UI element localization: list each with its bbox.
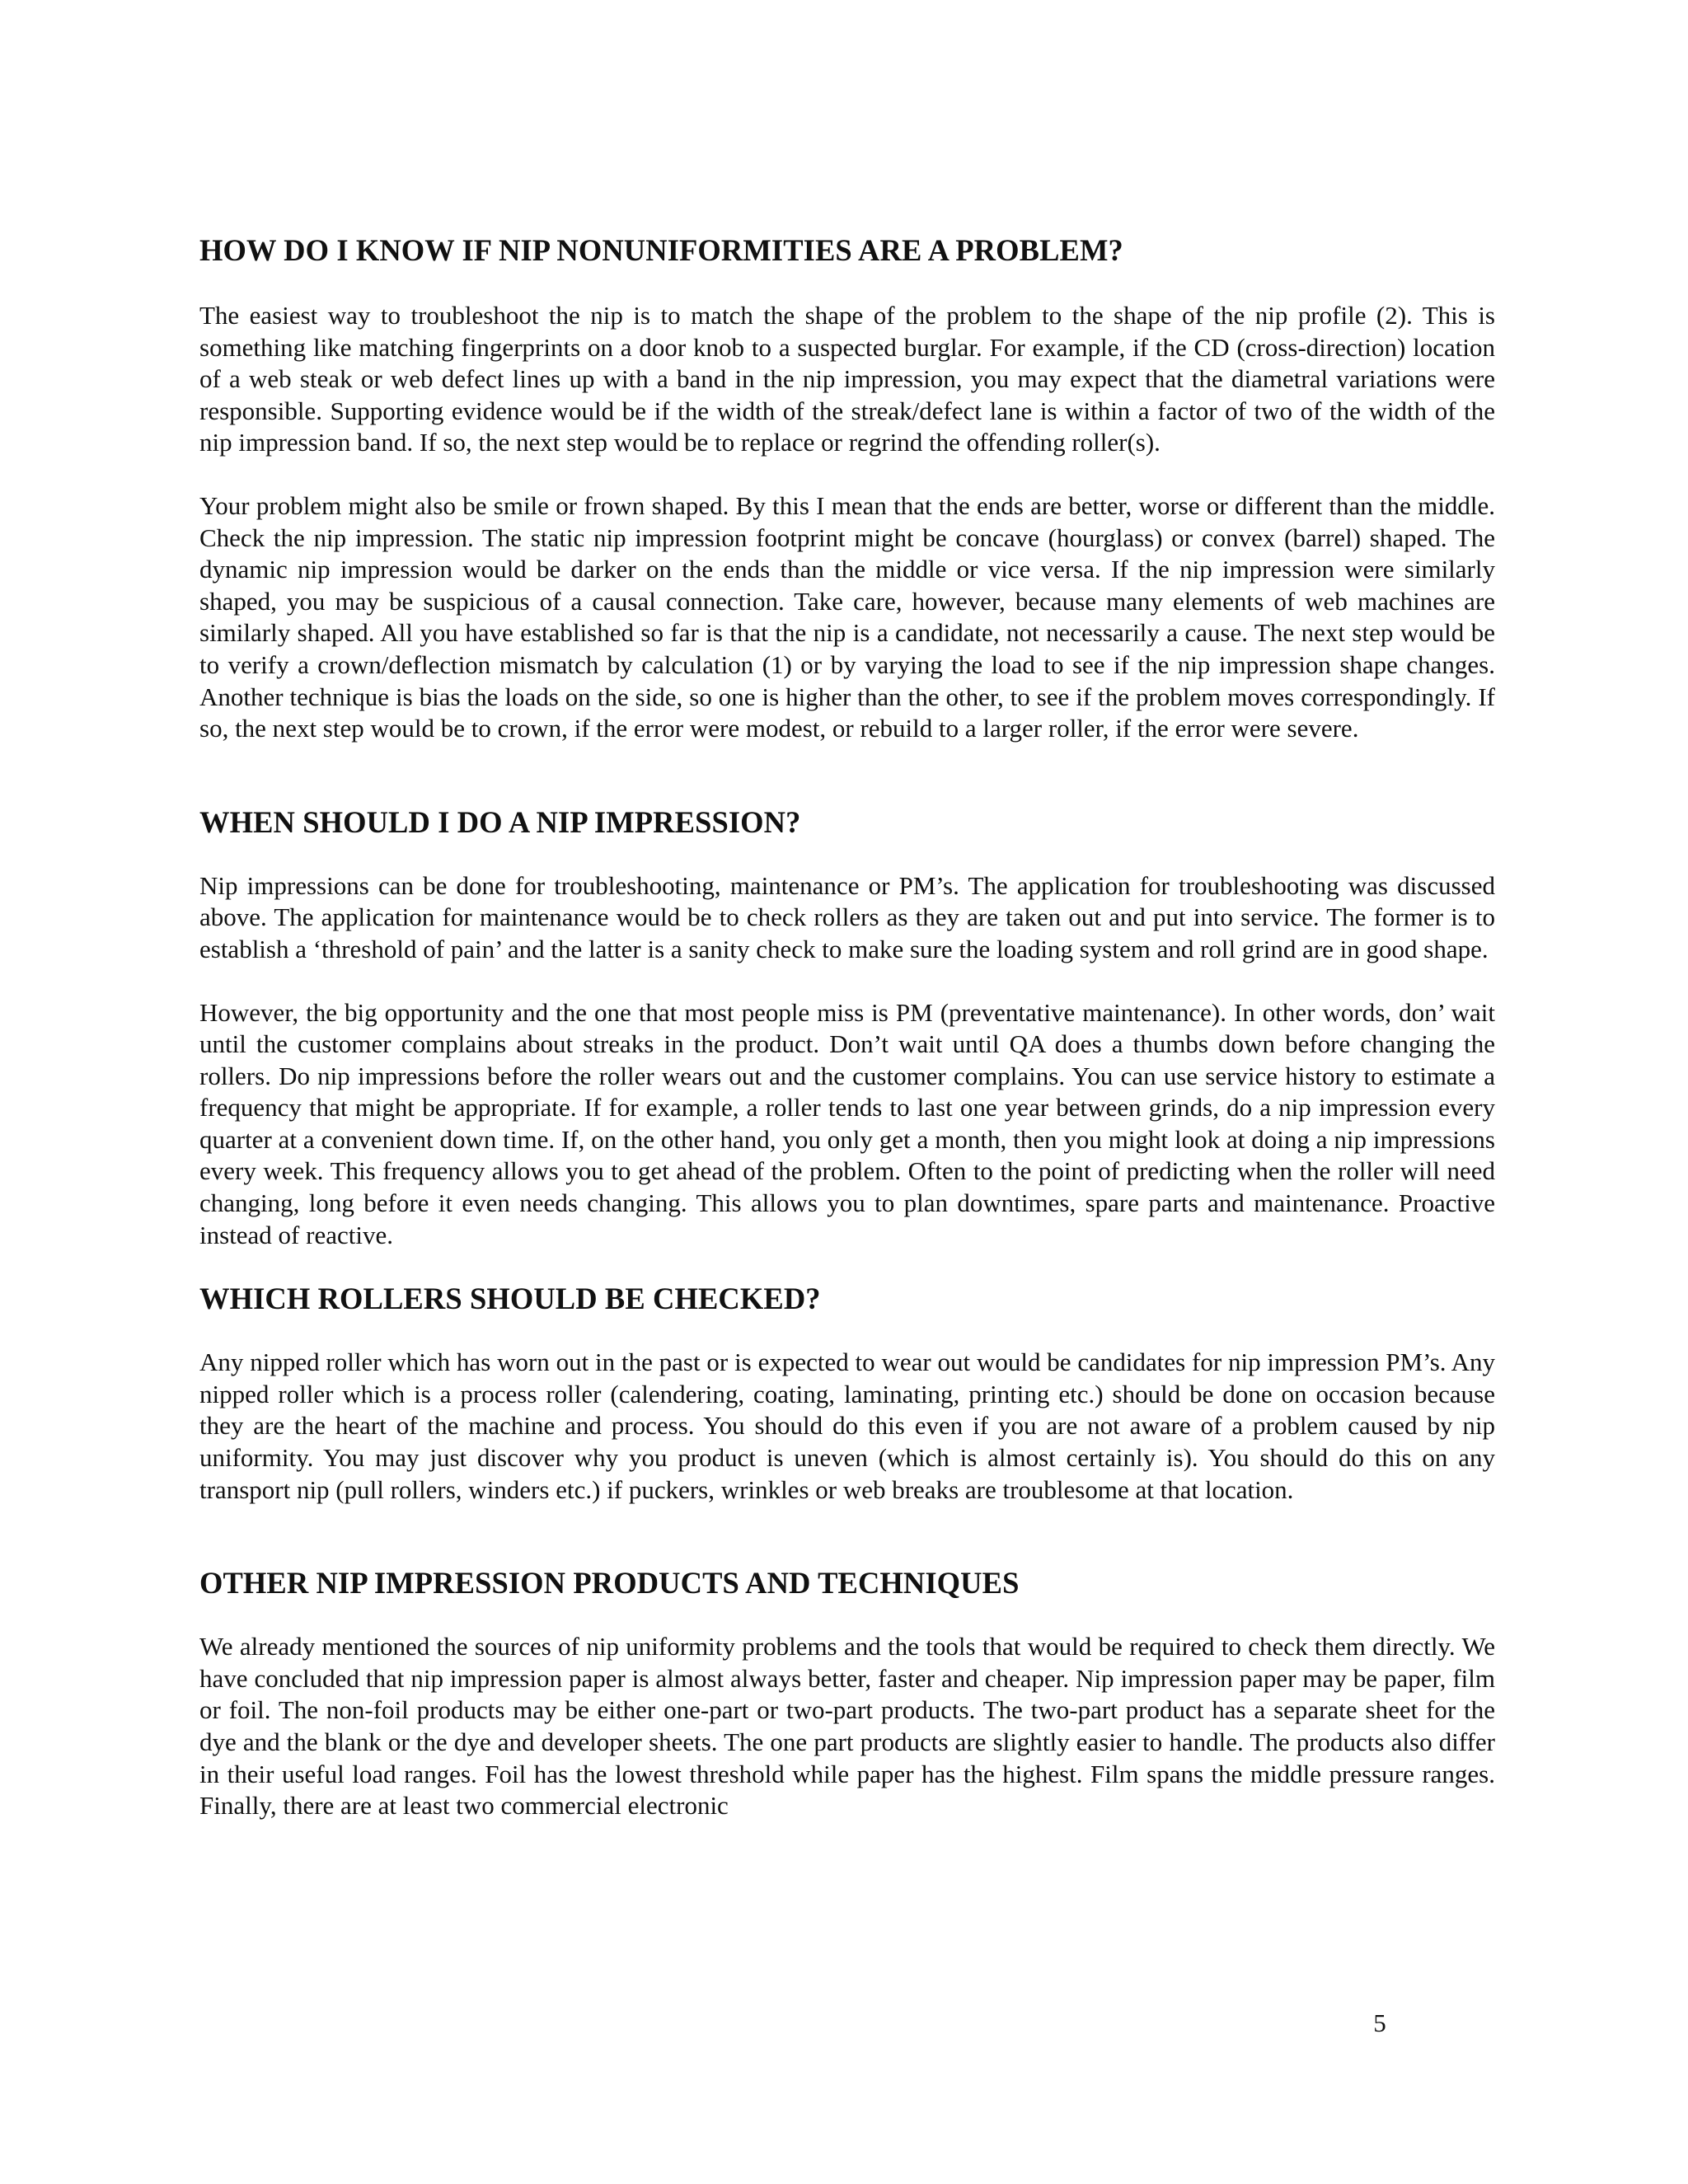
section-heading-which-rollers: WHICH ROLLERS SHOULD BE CHECKED? bbox=[199, 1282, 821, 1316]
paragraph-nip-impression-uses: Nip impressions can be done for troubleshooting, maintenance or PM’s. The application for troubleshooting was discussed above. The application for maintenance would be to check rollers as they are taken out and put into service. The former is to establish a ‘threshold of pain’ and the latter is a sanity check to make sure the loading system and roll grind are in good shape. bbox=[199, 870, 1495, 963]
paragraph-smile-frown: Your problem might also be smile or frown shaped. By this I mean that the ends are better, worse or different than the middle. Check the nip impression. The static nip impression footprint might be concave (hourglass) or convex (barrel) shaped. The dynamic nip impression would be darker on the ends than the middle or vice versa. If the nip impression were similarly shaped, you may be suspicious of a causal connection. Take care, however, because many elements of web machines are similarly shaped. All you have established so far is that the nip is a candidate, not necessarily a cause. The next step would be to verify a crown/deflection mismatch by calculation (1) or by varying the load to see if the nip impression shape changes. Another technique is bias the loads on the side, so one is higher than the other, to see if the problem moves correspondingly. If so, the next step would be to crown, if the error were modest, or rebuild to a larger roller, if the error were severe. bbox=[199, 490, 1495, 743]
paragraph-nip-impression-products: We already mentioned the sources of nip uniformity problems and the tools that would be required to check them directly. We have concluded that nip impression paper is almost always better, faster and cheaper. Nip impression paper may be paper, film or foil. The non-foil products may be either one-part or two-part products. The two-part product has a separate sheet for the dye and the blank or the dye and developer sheets. The one part products are slightly easier to handle. The products also differ in their useful load ranges. Foil has the lowest threshold while paper has the highest. Film spans the middle pressure ranges. Finally, there are at least two commercial electronic bbox=[199, 1632, 1495, 1821]
paragraph-troubleshoot-nip: The easiest way to troubleshoot the nip is to match the shape of the problem to the shape of the nip profile (2). This is something like matching fingerprints on a door knob to a suspected burglar. For example, if the CD (cross-direction) location of a web steak or web defect lines up with a band in the nip impression, you may expect that the diametral variations were responsible. Supporting evidence would be if the width of the streak/defect lane is within a factor of two of the width of the nip impression band. If so, the next step would be to replace or regrind the offending roller(s). bbox=[199, 301, 1495, 457]
paragraph-preventative-maintenance: However, the big opportunity and the one that most people miss is PM (preventative maintenance). In other words, don’ wait until the customer complains about streaks in the product. Don’t wait until QA does a thumbs down before changing the rollers. Do nip impressions before the roller wears out and the customer complains. You can use service history to estimate a frequency that might be appropriate. If for example, a roller tends to last one year between grinds, do a nip impression every quarter at a convenient down time. If, on the other hand, you only get a month, then you might look at doing a nip impressions every week. This frequency allows you to get ahead of the problem. Often to the point of predicting when the roller will need changing, long before it even needs changing. This allows you to plan downtimes, spare parts and maintenance. Proactive instead of reactive. bbox=[199, 997, 1495, 1249]
paragraph-nipped-rollers: Any nipped roller which has worn out in the past or is expected to wear out would be candidates for nip impression PM’s. Any nipped roller which is a process roller (calendering, coating, laminating, printing etc.) should be done on occasion because they are the heart of the machine and process. You should do this even if you are not aware of a problem caused by nip uniformity. You may just discover why you product is uneven (which is almost certainly is). You should do this on any transport nip (pull rollers, winders etc.) if puckers, wrinkles or web breaks are troublesome at that location. bbox=[199, 1347, 1495, 1504]
document-page bbox=[199, 232, 1495, 1822]
section-heading-nip-nonuniformities: HOW DO I KNOW IF NIP NONUNIFORMITIES ARE A PROBLEM? bbox=[199, 233, 1123, 267]
section-heading-when-nip-impression: WHEN SHOULD I DO A NIP IMPRESSION? bbox=[199, 804, 801, 839]
page-number: 5 bbox=[1373, 2008, 1386, 2037]
section-heading-other-products: OTHER NIP IMPRESSION PRODUCTS AND TECHNIQUES bbox=[199, 1566, 1020, 1601]
